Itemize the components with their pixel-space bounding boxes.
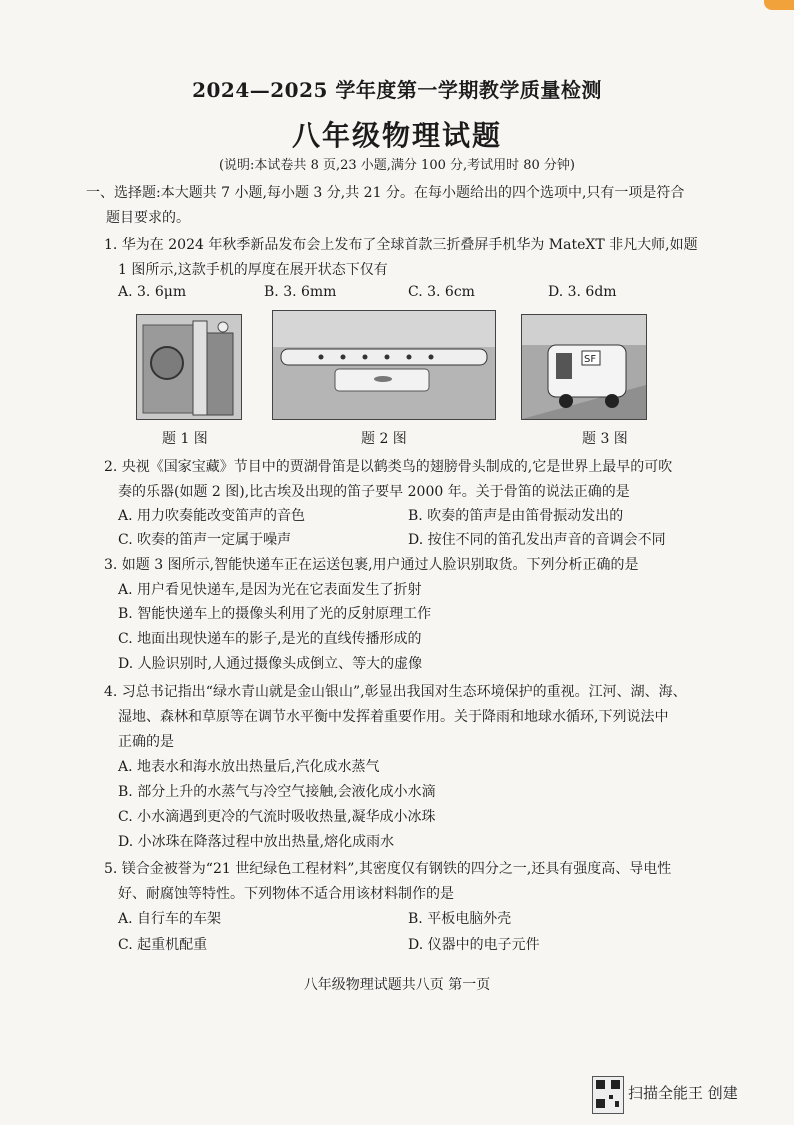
figure-1-phone bbox=[136, 314, 242, 420]
q5-option-b: B. 平板电脑外壳 bbox=[408, 911, 512, 927]
q2-option-a: A. 用力吹奏能改变笛声的音色 bbox=[118, 508, 306, 524]
q3-option-b: B. 智能快递车上的摄像头利用了光的反射原理工作 bbox=[118, 606, 432, 622]
q5-option-d: D. 仪器中的电子元件 bbox=[408, 937, 540, 953]
q5-line2: 好、耐腐蚀等特性。下列物体不适合用该材料制作的是 bbox=[118, 886, 454, 902]
section1-line1: 一、选择题:本大题共 7 小题,每小题 3 分,共 21 分。在每小题给出的四个选项中,只有一项是符合 bbox=[86, 185, 685, 201]
q4-line3: 正确的是 bbox=[118, 734, 174, 750]
q4-option-c: C. 小水滴遇到更冷的气流时吸收热量,凝华成小冰珠 bbox=[118, 809, 436, 825]
q2-line1: 2. 央视《国家宝藏》节目中的贾湖骨笛是以鹤类鸟的翅膀骨头制成的,它是世界上最早的可吹 bbox=[104, 459, 673, 475]
q3-line1: 3. 如题 3 图所示,智能快递车正在运送包裹,用户通过人脸识别取货。下列分析正确的是 bbox=[104, 557, 639, 573]
q2-line2: 奏的乐器(如题 2 图),比古埃及出现的笛子要早 2000 年。关于骨笛的说法正确的是 bbox=[118, 484, 630, 500]
q4-line2: 湿地、森林和草原等在调节水平衡中发挥着重要作用。关于降雨和地球水循环,下列说法中 bbox=[118, 709, 669, 725]
q4-option-a: A. 地表水和海水放出热量后,汽化成水蒸气 bbox=[118, 759, 380, 775]
exam-subtitle: 八年级物理试题 bbox=[291, 119, 502, 152]
q3-option-c: C. 地面出现快递车的影子,是光的直线传播形成的 bbox=[118, 631, 422, 647]
q1-option-d: D. 3. 6dm bbox=[548, 284, 617, 300]
q4-option-d: D. 小冰珠在降落过程中放出热量,熔化成雨水 bbox=[118, 834, 395, 850]
corner-mark bbox=[764, 0, 794, 10]
figure-2-caption: 题 2 图 bbox=[361, 431, 407, 447]
q4-option-b: B. 部分上升的水蒸气与冷空气接触,会液化成小水滴 bbox=[118, 784, 436, 800]
q4-line1: 4. 习总书记指出“绿水青山就是金山银山”,彰显出我国对生态环境保护的重视。江河、湖、海、 bbox=[104, 684, 687, 700]
figure-1-caption: 题 1 图 bbox=[162, 431, 208, 447]
q2-option-c: C. 吹奏的笛声一定属于噪声 bbox=[118, 532, 292, 548]
q1-line1: 1. 华为在 2024 年秋季新品发布会上发布了全球首款三折叠屏手机华为 MateXT 非凡大师,如题 bbox=[104, 237, 698, 253]
page-footer: 八年级物理试题共八页 第一页 bbox=[303, 977, 491, 993]
q2-option-d: D. 按住不同的笛孔发出声音的音调会不同 bbox=[408, 532, 666, 548]
q1-line2: 1 图所示,这款手机的厚度在展开状态下仅有 bbox=[118, 262, 388, 278]
scanner-watermark: 扫描全能王 创建 bbox=[628, 1084, 738, 1102]
exam-title: 2024—2025 学年度第一学期教学质量检测 bbox=[192, 78, 602, 102]
q3-option-a: A. 用户看见快递车,是因为光在它表面发生了折射 bbox=[118, 582, 422, 598]
q1-option-b: B. 3. 6mm bbox=[264, 284, 337, 300]
figure-3-caption: 题 3 图 bbox=[582, 431, 628, 447]
exam-note: (说明:本试卷共 8 页,23 小题,满分 100 分,考试用时 80 分钟) bbox=[218, 158, 575, 173]
q3-option-d: D. 人脸识别时,人通过摄像头成倒立、等大的虚像 bbox=[118, 656, 423, 672]
q5-option-c: C. 起重机配重 bbox=[118, 937, 208, 953]
section1-line2: 题目要求的。 bbox=[106, 210, 190, 226]
q1-option-c: C. 3. 6cm bbox=[408, 284, 475, 300]
q5-option-a: A. 自行车的车架 bbox=[118, 911, 222, 927]
qr-code-icon bbox=[592, 1076, 624, 1114]
figure-2-bone-flute bbox=[272, 310, 496, 420]
q5-line1: 5. 镁合金被誉为“21 世纪绿色工程材料”,其密度仅有钢铁的四分之一,还具有强度高、导电性 bbox=[104, 861, 672, 877]
figure-3-delivery-car bbox=[521, 314, 647, 420]
q2-option-b: B. 吹奏的笛声是由笛骨振动发出的 bbox=[408, 508, 624, 524]
svg-text:SF: SF bbox=[584, 354, 597, 365]
q1-option-a: A. 3. 6μm bbox=[118, 284, 187, 300]
